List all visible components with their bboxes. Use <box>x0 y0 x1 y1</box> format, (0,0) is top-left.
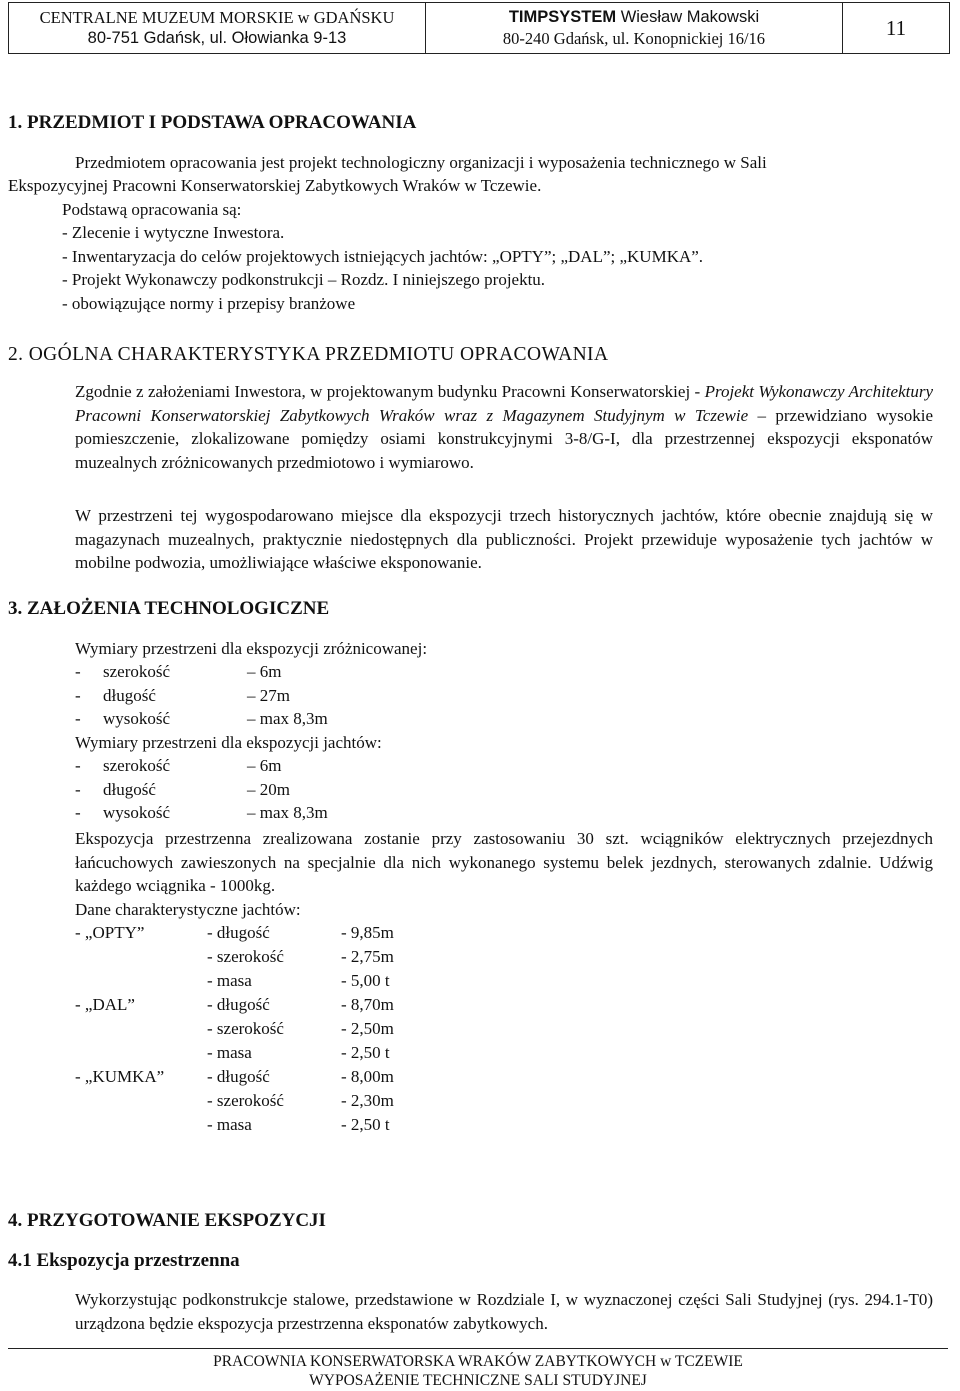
dims-1-dash: - <box>75 685 81 705</box>
yacht-param-labels <box>207 921 284 1137</box>
yacht-name: - „DAL” <box>75 995 135 1014</box>
dims-1-label: wysokość <box>103 709 171 728</box>
basis-item-3: - Projekt Wykonawczy podkonstrukcji – Rozdz. I niniejszego projektu. <box>62 270 546 289</box>
hoist-paragraph: Ekspozycja przestrzenna zrealizowana zostanie przy zastosowaniu 30 szt. wciągników elektrycznych przejezdnych łańcuchowych zawieszonych na specjalnie dla nich wykonanego systemu belek jezdnych, sterowanych zdalnie. Udźwig każdego wciągnika - 1000kg. <box>75 829 933 895</box>
yacht-names <box>75 921 164 1137</box>
yacht-param-label: - szerokość <box>207 1019 284 1038</box>
section-2-text-b: – przewidziano wysokie pomieszczenie, zlokalizowane pomiędzy osiami konstrukcyjnymi 3-8/G-I, dla przestrzennej ekspozycji eksponatów muzealnych zróżnicowanych przedmiotowo i wymiarowo. <box>75 405 934 472</box>
section-3-heading: 3. ZAŁOŻENIA TECHNOLOGICZNE <box>8 598 330 619</box>
yacht-param-value: - 2,50 t <box>341 1043 390 1062</box>
section-4-1-heading: 4.1 Ekspozycja przestrzenna <box>8 1250 240 1271</box>
section-2-heading: 2. OGÓLNA CHARAKTERYSTYKA PRZEDMIOTU OPRACOWANIA <box>8 344 609 365</box>
section-2-reference: Projekt Wykonawczy Architektury Pracowni Konserwatorskiej Zabytkowych Wraków wraz z Magazynem Studyjnym w Tczewie <box>75 382 933 425</box>
yacht-param-label: - masa <box>207 1043 252 1062</box>
dims-1-dash: - <box>75 709 81 728</box>
yacht-param-label: - szerokość <box>207 947 284 966</box>
dims-2-dash: - <box>75 803 81 822</box>
dims-2-label: szerokość <box>103 756 171 775</box>
yacht-param-label: - długość <box>207 923 270 942</box>
dims-1-title: Wymiary przestrzeni dla ekspozycji zróżnicowanej: <box>75 639 428 658</box>
dims-2-label: wysokość <box>103 803 171 822</box>
section-1-line-1: Przedmiotem opracowania jest projekt technologiczny organizacji i wyposażenia technicznego w Sali <box>75 153 767 172</box>
header-institution <box>9 3 426 53</box>
dims-2-label: długość <box>103 779 156 799</box>
basis-item-1: - Zlecenie i wytyczne Inwestora. <box>62 223 285 242</box>
dims-1-value: – 27m <box>247 685 290 705</box>
header-institution-address: 80-751 Gdańsk, ul. Ołowianka 9-13 <box>87 29 347 47</box>
footer-line-2: WYPOSAŻENIE TECHNICZNE SALI STUDYJNEJ <box>309 1372 647 1389</box>
basis-title: Podstawą opracowania są: <box>62 200 242 219</box>
section-2-text-a: Zgodnie z założeniami Inwestora, w projektowanym budynku Pracowni Konserwatorskiej - <box>75 382 705 401</box>
header-institution-name: CENTRALNE MUZEUM MORSKIE w GDAŃSKU <box>39 8 395 27</box>
dims-1-label: szerokość <box>103 662 171 681</box>
yacht-param-label: - długość <box>207 995 270 1014</box>
dims-2-value: – max 8,3m <box>247 803 328 822</box>
yacht-param-value: - 5,00 t <box>341 971 390 990</box>
yacht-name: - „KUMKA” <box>75 1067 165 1086</box>
basis-item-4: - obowiązujące normy i przepisy branżowe <box>62 294 356 313</box>
section-2-paragraph-2: W przestrzeni tej wygospodarowano miejsce dla ekspozycji trzech historycznych jachtów, które obecnie znajdują się w magazynach muzealnych, praktycznie niedostępnych dla publiczności. Projekt przewiduje wyposażenie tych jachtów w mobilne podwozia, umożliwiające właściwe eksponowanie. <box>75 506 933 572</box>
yacht-param-value: - 9,85m <box>341 923 394 942</box>
basis-item-2: - Inwentaryzacja do celów projektowych istniejących jachtów: „OPTY”; „DAL”; „KUMKA”. <box>62 247 704 266</box>
dims-2-dash: - <box>75 779 81 799</box>
dims-2-values <box>247 754 328 825</box>
yacht-name: - „OPTY” <box>75 923 145 942</box>
yacht-param-value: - 2,50 t <box>341 1115 390 1134</box>
dims-1-values <box>247 660 328 731</box>
yacht-param-value: - 8,70m <box>341 995 394 1014</box>
yacht-param-label: - długość <box>207 1067 270 1086</box>
dims-1-dashes <box>75 660 81 731</box>
footer-line-1: PRACOWNIA KONSERWATORSKA WRAKÓW ZABYTKOWYCH w TCZEWIE <box>213 1353 743 1370</box>
section-1-line-2: Ekspozycyjnej Pracowni Konserwatorskiej Zabytkowych Wraków w Tczewie. <box>8 176 542 195</box>
yacht-param-value: - 8,00m <box>341 1067 394 1086</box>
header-company <box>426 3 843 53</box>
header-company-brand: TIMPSYSTEM <box>508 8 617 26</box>
dims-1-labels <box>103 660 170 731</box>
yacht-param-value: - 2,50m <box>341 1019 394 1038</box>
dims-1-dash: - <box>75 662 81 681</box>
dims-1-label: długość <box>103 685 156 705</box>
yacht-param-label: - masa <box>207 971 252 990</box>
dims-2-value: – 20m <box>247 779 290 799</box>
yacht-param-label: - szerokość <box>207 1091 284 1110</box>
section-4-heading: 4. PRZYGOTOWANIE EKSPOZYCJI <box>8 1210 326 1231</box>
dims-2-labels <box>103 754 170 825</box>
yacht-param-value: - 2,75m <box>341 947 394 966</box>
dims-2-dash: - <box>75 756 81 775</box>
page-header <box>8 2 950 54</box>
dims-2-dashes <box>75 754 81 825</box>
section-1-heading: 1. PRZEDMIOT I PODSTAWA OPRACOWANIA <box>8 112 417 133</box>
page-footer <box>8 1348 948 1390</box>
section-1-paragraph <box>75 151 933 175</box>
yacht-param-label: - masa <box>207 1115 252 1134</box>
dims-1-value: – max 8,3m <box>247 709 328 728</box>
dims-2-value: – 6m <box>247 756 282 775</box>
header-company-address: 80-240 Gdańsk, ul. Konopnickiej 16/16 <box>502 29 766 48</box>
dims-2-title: Wymiary przestrzeni dla ekspozycji jachtów: <box>75 733 382 752</box>
header-company-owner: Wiesław Makowski <box>616 8 760 26</box>
section-4-1-paragraph: Wykorzystując podkonstrukcje stalowe, przedstawione w Rozdziale I, w wyznaczonej części Sali Studyjnej (rys. 294.1-T0) urządzona będzie ekspozycja przestrzenna eksponatów zabytkowych. <box>75 1290 933 1333</box>
section-2-paragraph-1 <box>75 380 933 474</box>
yachts-title: Dane charakterystyczne jachtów: <box>75 900 301 919</box>
dims-1-value: – 6m <box>247 662 282 681</box>
page-number: 11 <box>885 15 907 40</box>
header-company-name <box>509 7 759 28</box>
yacht-param-values <box>341 921 394 1137</box>
yacht-param-value: - 2,30m <box>341 1091 394 1110</box>
